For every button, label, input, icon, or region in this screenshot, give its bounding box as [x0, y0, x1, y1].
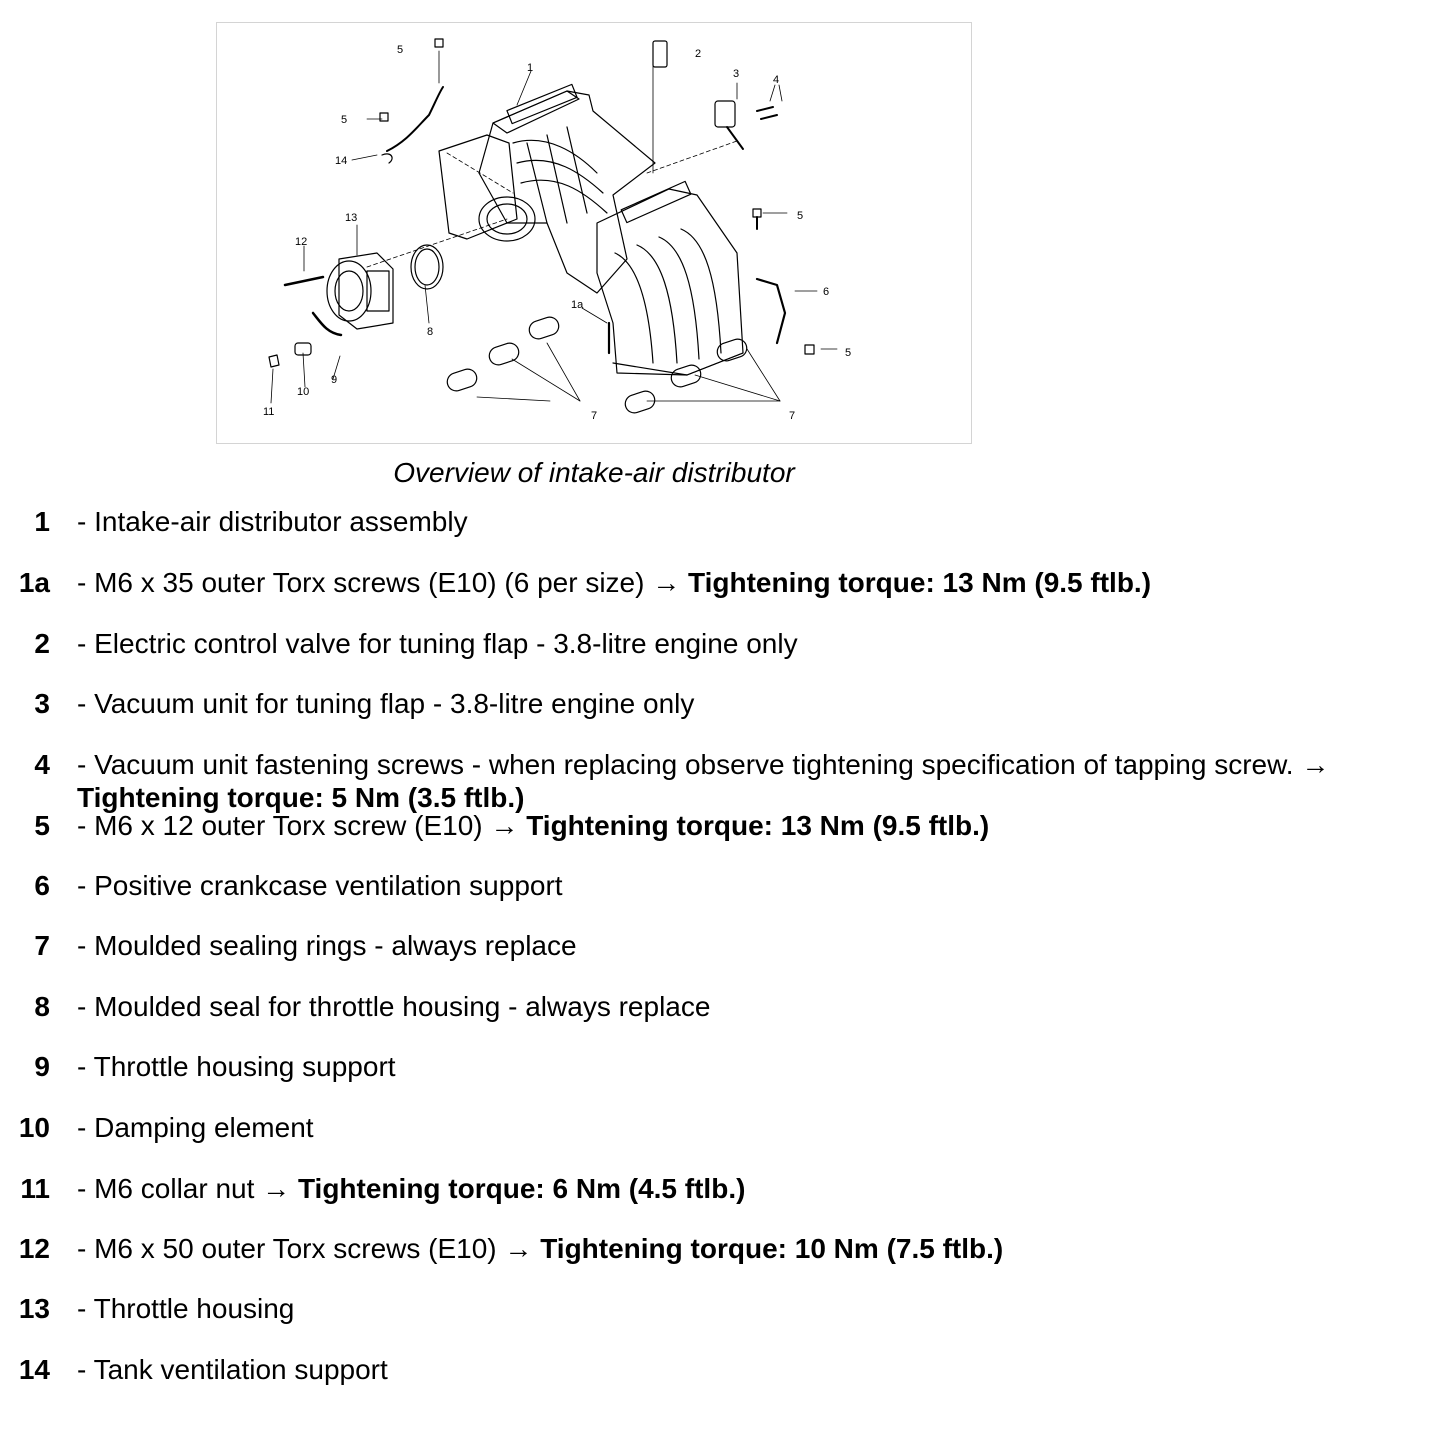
- callout-label: 11: [263, 406, 275, 418]
- item-description: - M6 x 50 outer Torx screws (E10) → Tightening torque: 10 Nm (7.5 ftlb.): [77, 1233, 1004, 1264]
- callout-label: 9: [331, 374, 338, 386]
- item-number: 6: [34, 870, 50, 901]
- callout-label: 7: [591, 410, 598, 422]
- callout-label: 6: [823, 286, 830, 298]
- list-item: [0, 1172, 1436, 1205]
- item-number: 14: [18, 1354, 50, 1385]
- item-description: - Damping element: [77, 1112, 314, 1143]
- callout-label: 4: [773, 74, 780, 86]
- list-item: [0, 1111, 1436, 1144]
- item-number: 1a: [18, 567, 50, 598]
- exploded-view-figure: [216, 22, 972, 444]
- list-item: [0, 1050, 1436, 1083]
- list-item: [0, 627, 1436, 660]
- item-description: - Positive crankcase ventilation support: [77, 870, 563, 901]
- list-item: [0, 1353, 1436, 1386]
- torque-spec: Tightening torque: 13 Nm (9.5 ftlb.): [688, 567, 1152, 598]
- torque-spec: Tightening torque: 5 Nm (3.5 ftlb.): [77, 782, 525, 813]
- vacuum-unit-drawing: [715, 101, 735, 127]
- list-item: [0, 748, 1436, 814]
- pcv-support-drawing: [757, 279, 785, 343]
- sealing-rings-drawing: [445, 315, 749, 415]
- item-description: - M6 collar nut → Tightening torque: 6 Nm (4.5 ftlb.): [77, 1173, 746, 1204]
- list-item: [0, 990, 1436, 1023]
- list-item: [0, 1232, 1436, 1265]
- item-description: - Throttle housing: [77, 1293, 295, 1324]
- item-number: 8: [34, 991, 50, 1022]
- callout-label: 3: [733, 68, 740, 80]
- list-item: [0, 809, 1436, 842]
- list-item: [0, 869, 1436, 902]
- callout-label: 5: [845, 347, 852, 359]
- callout-label: 5: [397, 44, 404, 56]
- manifold-body: [439, 84, 743, 375]
- intake-distributor-drawing: [217, 23, 971, 443]
- nut-11-drawing: [269, 355, 279, 367]
- item-number: 9: [34, 1051, 50, 1082]
- item-number: 13: [18, 1293, 50, 1324]
- item-description: - Throttle housing support: [77, 1051, 396, 1082]
- list-item: [0, 505, 1436, 538]
- callout-label: 7: [789, 410, 796, 422]
- item-description: - M6 x 12 outer Torx screw (E10) → Tightening torque: 13 Nm (9.5 ftlb.): [77, 810, 990, 841]
- torque-spec: Tightening torque: 6 Nm (4.5 ftlb.): [297, 1173, 746, 1204]
- item-number: 7: [34, 930, 50, 961]
- item-number: 3: [34, 688, 50, 719]
- throttle-seal-drawing: [411, 245, 443, 289]
- item-description: - Intake-air distributor assembly: [77, 506, 468, 537]
- callout-label: 12: [295, 236, 308, 248]
- callout-label: 2: [695, 48, 702, 60]
- item-number: 5: [34, 810, 50, 841]
- torque-spec: Tightening torque: 13 Nm (9.5 ftlb.): [526, 810, 990, 841]
- callout-label: 8: [427, 326, 434, 338]
- torque-spec: Tightening torque: 10 Nm (7.5 ftlb.): [540, 1233, 1004, 1264]
- item-number: 10: [18, 1112, 50, 1143]
- list-item: [0, 566, 1436, 599]
- callout-label: 10: [297, 386, 310, 398]
- figure-caption: Overview of intake-air distributor: [393, 457, 795, 488]
- item-description: - Vacuum unit for tuning flap - 3.8-litre engine only: [77, 688, 695, 719]
- screw-12-drawing: [285, 277, 323, 285]
- callout-label: 1a: [571, 299, 584, 311]
- callout-label: 14: [335, 155, 348, 167]
- item-description: - Moulded sealing rings - always replace: [77, 930, 577, 961]
- item-number: 11: [20, 1173, 50, 1204]
- throttle-housing-drawing: [327, 253, 393, 329]
- callout-label: 5: [797, 210, 804, 222]
- item-description: - Electric control valve for tuning flap - 3.8-litre engine only: [77, 628, 798, 659]
- list-item: [0, 1292, 1436, 1325]
- list-item: [0, 687, 1436, 720]
- item-description: - M6 x 35 outer Torx screws (E10) (6 per size) → Tightening torque: 13 Nm (9.5 ftlb.): [77, 567, 1152, 598]
- list-item: [0, 929, 1436, 962]
- control-valve-drawing: [653, 41, 667, 67]
- callout-label: 13: [345, 212, 358, 224]
- item-description: - Vacuum unit fastening screws - when replacing observe tightening specification of tapping screw. → Tightening torque: 5 Nm (3.5 ftlb.): [77, 749, 1330, 813]
- callout-labels: [263, 44, 851, 422]
- callout-label: 1: [527, 62, 534, 74]
- item-number: 2: [34, 628, 50, 659]
- item-description: - Tank ventilation support: [77, 1354, 388, 1385]
- item-number: 12: [18, 1233, 50, 1264]
- parts-list: [0, 505, 1436, 1385]
- item-number: 4: [34, 749, 50, 780]
- leader-lines: [271, 51, 837, 403]
- item-number: 1: [34, 506, 50, 537]
- callout-label: 5: [341, 114, 348, 126]
- item-description: - Moulded seal for throttle housing - always replace: [77, 991, 711, 1022]
